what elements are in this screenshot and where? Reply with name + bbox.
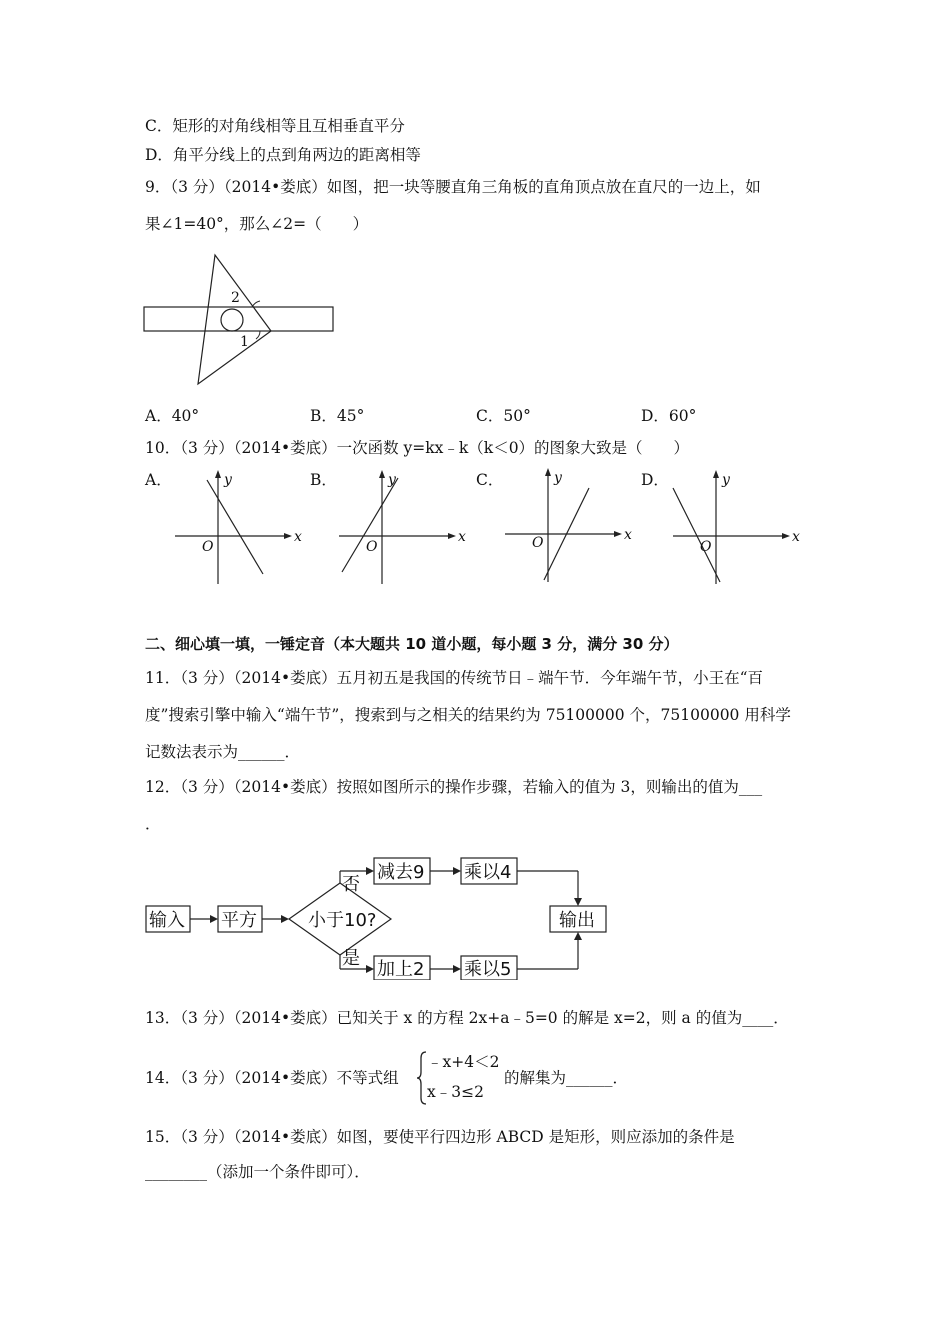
q14-inequality-2: x﹣3≤2: [427, 1083, 484, 1101]
q11-stem-line3: 记数法表示为______．: [145, 743, 301, 761]
triangle-hole: [221, 309, 243, 331]
q15-stem-line2: ________（添加一个条件即可）．: [145, 1163, 370, 1181]
q10-graph-a: [170, 468, 310, 588]
arrowhead: [281, 915, 289, 923]
q9-option-d: D．60°: [641, 407, 697, 425]
q9-option-c: C．50°: [476, 407, 531, 425]
origin-label: O: [202, 539, 214, 555]
section-2-heading: 二、细心填一填，一锤定音（本大题共 10 道小题，每小题 3 分，满分 30 分）: [145, 635, 679, 653]
y-label: y: [554, 470, 562, 486]
flow-condition-text: 小于10?: [308, 910, 377, 931]
q8-option-c: C．矩形的对角线相等且互相垂直平分: [145, 117, 405, 135]
arrowhead: [453, 965, 461, 973]
angle1-label: 1: [240, 334, 249, 350]
q15-stem-line1: 15．（3 分）（2014•娄底）如图，要使平行四边形 ABCD 是矩形，则应添加的条件是: [145, 1128, 735, 1146]
q14-inequality-system: [417, 1050, 507, 1106]
x-label: x: [792, 529, 800, 545]
q12-flowchart: [140, 850, 640, 980]
arrowhead: [210, 915, 218, 923]
arrowhead: [574, 898, 582, 906]
y-label: y: [388, 472, 396, 488]
q13-stem: 13．（3 分）（2014•娄底）已知关于 x 的方程 2x+a﹣5=0 的解是 x=2，则 a 的值为____．: [145, 1009, 789, 1027]
x-axis-arrow: [284, 533, 292, 539]
triangle-set-square: [198, 255, 271, 384]
y-axis-arrow: [379, 470, 385, 478]
q11-stem-line1: 11．（3 分）（2014•娄底）五月初五是我国的传统节日﹣端午节．今年端午节，小王在“百: [145, 669, 764, 687]
flow-input-text: 输入: [149, 910, 185, 931]
x-label: x: [294, 529, 302, 545]
flow-times4-text: 乘以4: [464, 862, 512, 883]
x-label: x: [624, 527, 632, 543]
left-brace: [417, 1050, 427, 1106]
flow-yes-label: 是: [342, 948, 360, 969]
q10-graph-b: [334, 468, 474, 588]
q10-graph-d: [668, 468, 808, 588]
arrowhead: [574, 932, 582, 940]
q10-graph-c: [500, 466, 640, 586]
angle2-label: 2: [231, 290, 240, 306]
q9-option-a: A．40°: [145, 407, 200, 425]
q9-stem-line1: 9．（3 分）（2014•娄底）如图，把一块等腰直角三角板的直角顶点放在直尺的一边上，如: [145, 178, 761, 196]
flow-plus2-text: 加上2: [377, 959, 425, 980]
x-axis-arrow: [614, 531, 622, 537]
q12-stem-line2: ．: [145, 815, 161, 833]
function-line: [207, 480, 263, 574]
origin-label: O: [366, 539, 378, 555]
q14-prefix: 14．（3 分）（2014•娄底）不等式组: [145, 1069, 399, 1087]
x-label: x: [458, 529, 466, 545]
flow-times5-text: 乘以5: [464, 959, 512, 980]
function-line: [673, 488, 720, 582]
y-label: y: [224, 472, 232, 488]
q10-option-d-label: D．: [641, 471, 669, 489]
y-axis-arrow: [713, 470, 719, 478]
x-axis-arrow: [782, 533, 790, 539]
flow-square-text: 平方: [221, 910, 257, 931]
flow-minus9-text: 减去9: [377, 862, 425, 883]
q9-stem-line2: 果∠1=40°，那么∠2=（ ）: [145, 215, 369, 233]
q14-inequality-1: ﹣x+4＜2: [427, 1053, 500, 1071]
y-axis-arrow: [215, 470, 221, 478]
q10-stem: 10．（3 分）（2014•娄底）一次函数 y=kx﹣k（k＜0）的图象大致是（ ）: [145, 439, 690, 457]
y-axis-arrow: [545, 468, 551, 476]
y-label: y: [722, 472, 730, 488]
origin-label: O: [532, 535, 544, 551]
arrowhead: [453, 867, 461, 875]
q9-figure: [140, 250, 340, 390]
q12-stem-line1: 12．（3 分）（2014•娄底）按照如图所示的操作步骤，若输入的值为 3，则输出的值为___: [145, 778, 763, 796]
arrowhead: [366, 965, 374, 973]
flow-no-label: 否: [342, 874, 360, 895]
q14-suffix: 的解集为______．: [504, 1069, 629, 1087]
q10-option-a-label: A．: [145, 471, 172, 489]
q10-option-b-label: B．: [310, 471, 337, 489]
angle1-arc: [256, 331, 260, 339]
arrowhead: [366, 867, 374, 875]
q8-option-d: D．角平分线上的点到角两边的距离相等: [145, 146, 421, 164]
origin-label: O: [700, 539, 712, 555]
q11-stem-line2: 度”搜索引擎中输入“端午节”，搜索到与之相关的结果约为 75100000 个，75100000 用科学: [145, 706, 791, 724]
flow-output-text: 输出: [559, 910, 595, 931]
x-axis-arrow: [448, 533, 456, 539]
q9-option-b: B．45°: [310, 407, 365, 425]
q10-option-c-label: C．: [476, 471, 504, 489]
function-line: [342, 478, 398, 572]
